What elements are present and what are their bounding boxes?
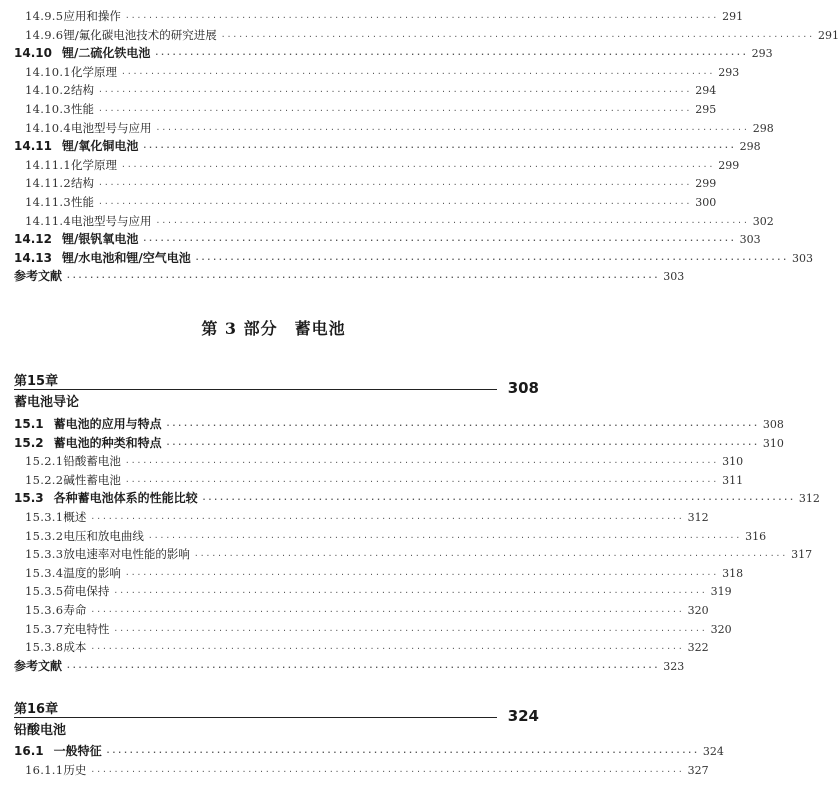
toc-entry-title: 参考文献 <box>14 269 63 284</box>
toc-entry-title: 结构 <box>71 83 94 98</box>
toc-entry-number: 14.10 <box>14 46 52 61</box>
toc-entry-number: 15.3.6 <box>25 603 64 617</box>
toc-entry-number: 15.3 <box>14 491 44 506</box>
chapter-title: 蓄电池导论 <box>14 395 80 410</box>
toc-entry <box>25 471 744 489</box>
toc-entry <box>14 434 784 452</box>
toc-entry-number: 15.2.2 <box>25 472 64 487</box>
toc-entry <box>14 415 784 433</box>
toc-dot-leader: ······································································································ <box>98 180 692 190</box>
toc-entry-title: 成本 <box>63 640 87 655</box>
toc-dot-leader: ······································································································ <box>124 458 719 468</box>
toc-dot-leader: ······································································································ <box>193 551 788 561</box>
toc-entry-number: 14.11.4 <box>25 213 71 228</box>
toc-entry-page: 322 <box>687 641 709 655</box>
toc-dot-leader: ······································································································ <box>121 68 715 78</box>
toc-entry <box>25 452 744 470</box>
part-title: 第 3 部分 蓄电池 <box>201 319 346 338</box>
toc-entry-page: 293 <box>718 65 740 79</box>
toc-entry-title: 充电特性 <box>63 621 110 636</box>
toc-entry-page: 318 <box>722 566 744 580</box>
toc-entry-title: 电压和放电曲线 <box>63 528 144 543</box>
chapter-heading-15 <box>14 370 539 414</box>
toc-entry-page: 299 <box>718 158 740 172</box>
toc-entry <box>25 63 740 81</box>
toc-entry <box>25 582 732 600</box>
toc-entry <box>25 638 709 656</box>
toc-entry-page: 303 <box>792 251 814 265</box>
toc-entry-number: 14.12 <box>14 232 52 247</box>
chapter-rule <box>14 717 497 718</box>
toc-entry <box>14 137 761 155</box>
toc-entry-number: 14.10.2 <box>25 83 71 98</box>
toc-dot-leader: ······································································································ <box>124 476 719 486</box>
toc-entry-page: 299 <box>695 177 717 191</box>
toc-entry <box>25 212 774 230</box>
toc-entry-number: 14.10.4 <box>25 120 71 135</box>
toc-entry-page: 312 <box>798 492 820 506</box>
toc-entry <box>25 174 717 192</box>
toc-entry-number: 15.2.1 <box>25 454 64 469</box>
toc-entry-title: 蓄电池的种类和特点 <box>53 435 162 450</box>
toc-entry-page: 303 <box>663 270 685 284</box>
toc-entry-title: 应用和操作 <box>63 9 121 23</box>
toc-entry-page: 311 <box>722 473 744 487</box>
toc-dot-leader: ······································································································ <box>147 532 742 542</box>
toc-dot-leader: ······································································································ <box>90 767 684 776</box>
toc-entry-page: 310 <box>722 455 744 469</box>
toc-entry <box>25 7 744 25</box>
toc-dot-leader: ······································································································ <box>66 662 660 672</box>
toc-entry <box>14 657 685 675</box>
toc-entry-page: 324 <box>702 745 724 758</box>
toc-entry-number: 14.10.3 <box>25 102 71 116</box>
toc-dot-leader: ······································································································ <box>66 273 660 283</box>
toc-dot-leader: ······································································································ <box>98 87 692 97</box>
toc-entry-number: 15.3.3 <box>25 547 64 562</box>
toc-entry <box>14 489 820 507</box>
chapter-rule <box>14 389 497 390</box>
toc-entry-page: 302 <box>752 214 774 228</box>
toc-entry-page: 312 <box>687 511 709 524</box>
toc-entry-page: 300 <box>695 196 717 209</box>
toc-entry <box>25 564 744 582</box>
toc-entry <box>14 742 724 760</box>
toc-entry-number: 16.1.1 <box>25 763 64 777</box>
toc-entry-title: 各种蓄电池体系的性能比较 <box>53 491 198 506</box>
toc-entry-page: 323 <box>663 659 685 673</box>
toc-entry-number: 14.11.3 <box>25 195 71 209</box>
toc-entry <box>14 230 761 248</box>
toc-entry <box>25 193 717 211</box>
toc-entry <box>14 44 773 62</box>
toc-dot-leader: ······································································································ <box>98 199 692 208</box>
toc-dot-leader: ······································································································ <box>90 607 684 616</box>
toc-entry <box>25 156 740 174</box>
toc-entry <box>25 761 709 779</box>
toc-dot-leader: ······································································································ <box>194 254 789 264</box>
toc-dot-leader: ······································································································ <box>155 217 749 227</box>
toc-entry-number: 14.10.1 <box>25 64 71 79</box>
toc-entry-page: 320 <box>710 622 732 636</box>
toc-entry-page: 298 <box>752 121 774 135</box>
toc-entry-number: 15.3.8 <box>25 640 64 655</box>
toc-entry-title: 铅酸蓄电池 <box>63 454 121 469</box>
toc-entry-number: 15.3.2 <box>25 528 64 543</box>
toc-dot-leader: ······································································································ <box>165 421 759 430</box>
toc-entry-number: 14.11 <box>14 139 52 154</box>
toc-dot-leader: ······································································································ <box>121 161 715 171</box>
toc-dot-leader: ······································································································ <box>220 31 815 41</box>
toc-entry-page: 293 <box>751 47 773 61</box>
toc-entry-title: 概述 <box>63 510 87 524</box>
toc-dot-leader: ······································································································ <box>113 625 707 635</box>
toc-entry <box>25 620 732 638</box>
toc-dot-leader: ······································································································ <box>98 106 692 115</box>
toc-entry-number: 15.3.7 <box>25 621 64 636</box>
toc-dot-leader: ······································································································ <box>90 644 684 654</box>
toc-entry-page: 298 <box>739 140 761 154</box>
toc-entry-title: 一般特征 <box>53 744 102 758</box>
toc-entry-number: 14.9.5 <box>25 9 64 23</box>
toc-dot-leader: ······································································································ <box>90 514 684 523</box>
toc-entry-title: 电池型号与应用 <box>71 120 152 135</box>
toc-entry-page: 295 <box>695 103 717 116</box>
toc-entry-title: 性能 <box>71 102 94 116</box>
toc-dot-leader: ······································································································ <box>124 13 719 22</box>
toc-entry-number: 14.9.6 <box>25 27 64 42</box>
toc-entry-page: 319 <box>710 585 732 599</box>
toc-entry-title: 历史 <box>63 763 87 777</box>
toc-entry-page: 291 <box>722 10 744 23</box>
chapter-label: 第16章 <box>14 702 59 717</box>
toc-entry-title: 电池型号与应用 <box>71 213 152 228</box>
chapter-label: 第15章 <box>14 374 59 389</box>
toc-entry-page: 308 <box>762 418 784 431</box>
toc-dot-leader: ······································································································ <box>155 124 749 134</box>
toc-entry <box>25 26 839 44</box>
toc-entry-title: 碱性蓄电池 <box>63 472 121 487</box>
toc-entry-title: 锂/银钒氧电池 <box>61 232 139 247</box>
toc-entry-title: 结构 <box>71 176 94 191</box>
toc-entry-number: 15.2 <box>14 435 44 450</box>
toc-entry <box>25 508 709 526</box>
chapter-title: 铅酸电池 <box>14 723 67 738</box>
toc-entry-page: 291 <box>818 28 839 42</box>
toc-entry-number: 14.13 <box>14 250 52 265</box>
toc-entry-number: 14.11.1 <box>25 157 71 172</box>
toc-dot-leader: ······································································································ <box>201 495 795 505</box>
toc-entry-title: 寿命 <box>63 603 87 617</box>
toc-entry-page: 303 <box>739 233 761 247</box>
toc-entry-title: 锂/氟化碳电池技术的研究进展 <box>63 27 217 42</box>
toc-entry-title: 性能 <box>71 195 94 209</box>
chapter-heading-16 <box>14 698 539 742</box>
toc-entry <box>25 81 717 99</box>
toc-entry-title: 荷电保持 <box>63 584 110 599</box>
toc-dot-leader: ······································································································ <box>113 588 707 598</box>
toc-dot-leader: ······································································································ <box>142 236 736 246</box>
toc-entry <box>25 527 767 545</box>
toc-entry <box>14 249 814 267</box>
toc-entry-page: 316 <box>745 529 767 543</box>
toc-dot-leader: ······································································································ <box>154 50 748 60</box>
toc-entry-number: 16.1 <box>14 744 44 758</box>
toc-entry-number: 15.3.1 <box>25 510 64 524</box>
toc-entry-title: 参考文献 <box>14 658 63 673</box>
toc-entry <box>25 601 709 619</box>
toc-entry-title: 锂/氧化铜电池 <box>61 139 139 154</box>
toc-entry-title: 锂/二硫化铁电池 <box>61 46 151 61</box>
toc-dot-leader: ······································································································ <box>124 569 719 579</box>
toc-entry-title: 锂/水电池和锂/空气电池 <box>61 250 191 265</box>
toc-entry-page: 327 <box>687 764 709 777</box>
toc-entry-page: 320 <box>687 604 709 617</box>
toc-dot-leader: ······································································································ <box>165 439 759 449</box>
toc-entry-number: 15.1 <box>14 417 44 431</box>
toc-entry-number: 15.3.5 <box>25 584 64 599</box>
toc-entry-title: 温度的影响 <box>63 565 121 580</box>
toc-entry-title: 蓄电池的应用与特点 <box>53 417 162 431</box>
toc-entry <box>25 545 813 563</box>
chapter-page-number: 308 <box>507 379 539 397</box>
toc-entry-number: 15.3.4 <box>25 565 64 580</box>
toc-entry-page: 294 <box>695 84 717 98</box>
toc-entry <box>25 100 717 118</box>
toc-dot-leader: ······································································································ <box>142 143 736 153</box>
toc-entry-number: 14.11.2 <box>25 176 71 191</box>
toc-entry <box>25 119 774 137</box>
toc-dot-leader: ······································································································ <box>105 748 699 757</box>
toc-entry <box>14 267 685 285</box>
toc-entry-page: 317 <box>791 548 813 562</box>
toc-entry-page: 310 <box>762 436 784 450</box>
toc-entry-title: 化学原理 <box>71 157 117 172</box>
toc-entry-title: 放电速率对电性能的影响 <box>63 547 190 562</box>
chapter-page-number: 324 <box>507 707 539 725</box>
toc-entry-title: 化学原理 <box>71 64 117 79</box>
